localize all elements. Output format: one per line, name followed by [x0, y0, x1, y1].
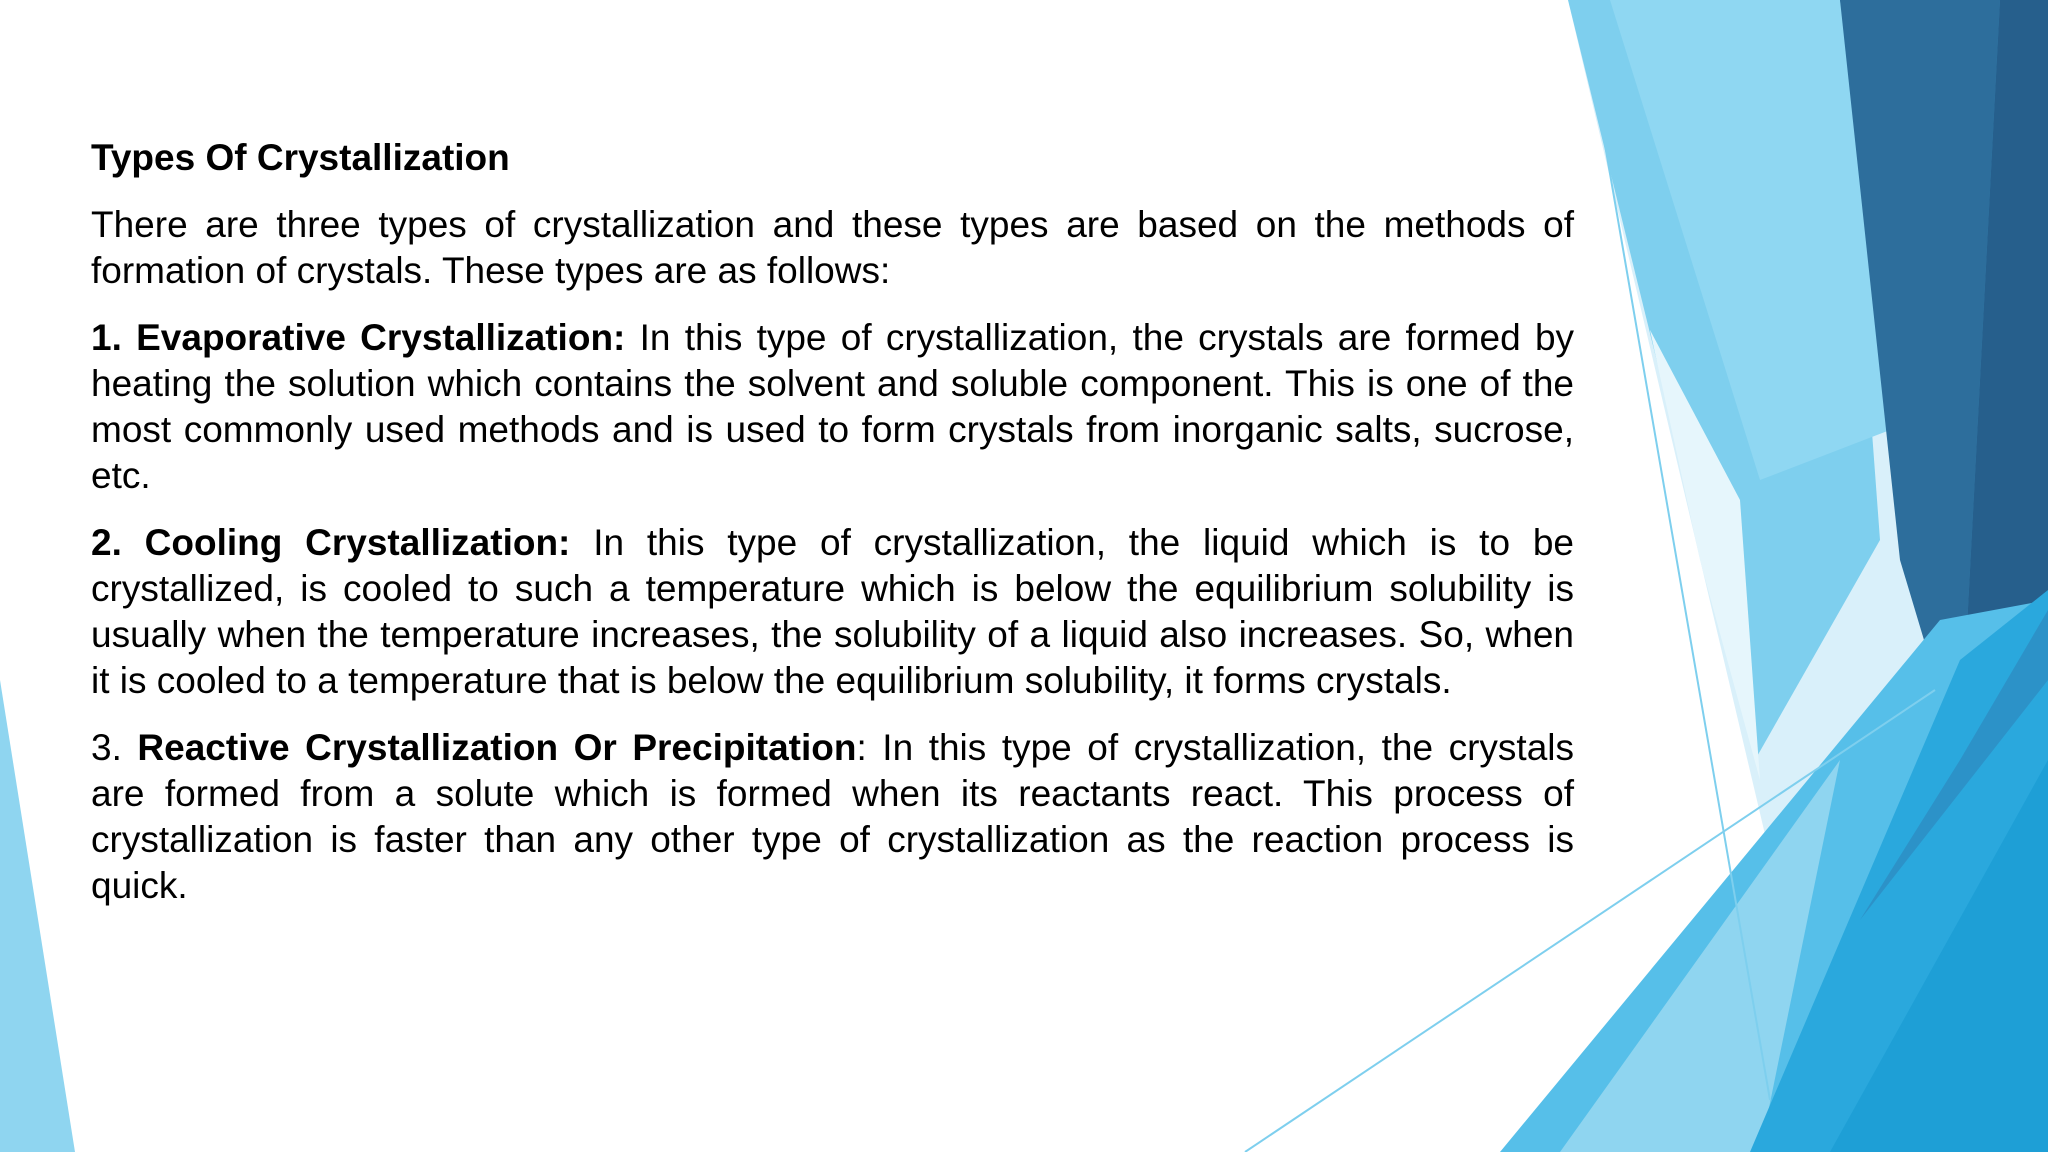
item-body: In this type of crystallization, the liquid which is to be crystallized, is cooled to such a temperature which is below the equilibrium solubility is usually when the temperature increases, the solubility of a liquid also increases. So, when it is cooled to a temperature that is below the equilibrium solubility, it forms crystals. [91, 522, 1574, 701]
item-number: 1. [91, 317, 137, 358]
item-body: In this type of crystallization, the crystals are formed by heating the solution which contains the solvent and soluble component. This is one of the most commonly used methods and is used to form crystals from inorganic salts, sucrose, etc. [91, 317, 1575, 496]
slide-content [91, 135, 1574, 930]
list-item-evaporative [91, 315, 1574, 499]
intro-paragraph: There are three types of crystallization and these types are based on the methods of formation of crystals. These types are as follows: [91, 204, 1574, 291]
item-heading: Evaporative Crystallization: [136, 317, 626, 358]
item-heading: Reactive Crystallization Or Precipitation [137, 727, 857, 768]
list-item-reactive [91, 725, 1574, 909]
slide-title: Types Of Crystallization [91, 137, 510, 178]
item-body: : In this type of crystallization, the crystals are formed from a solute which is formed when its reactants react. This process of crystallization is faster than any other type of crystallization as the reaction process is quick. [91, 727, 1575, 906]
item-heading: Cooling Crystallization: [144, 522, 571, 563]
item-number: 3. [91, 727, 138, 768]
item-number: 2. [91, 522, 145, 563]
list-item-cooling [91, 520, 1574, 704]
left-accent-shape [0, 680, 75, 1152]
